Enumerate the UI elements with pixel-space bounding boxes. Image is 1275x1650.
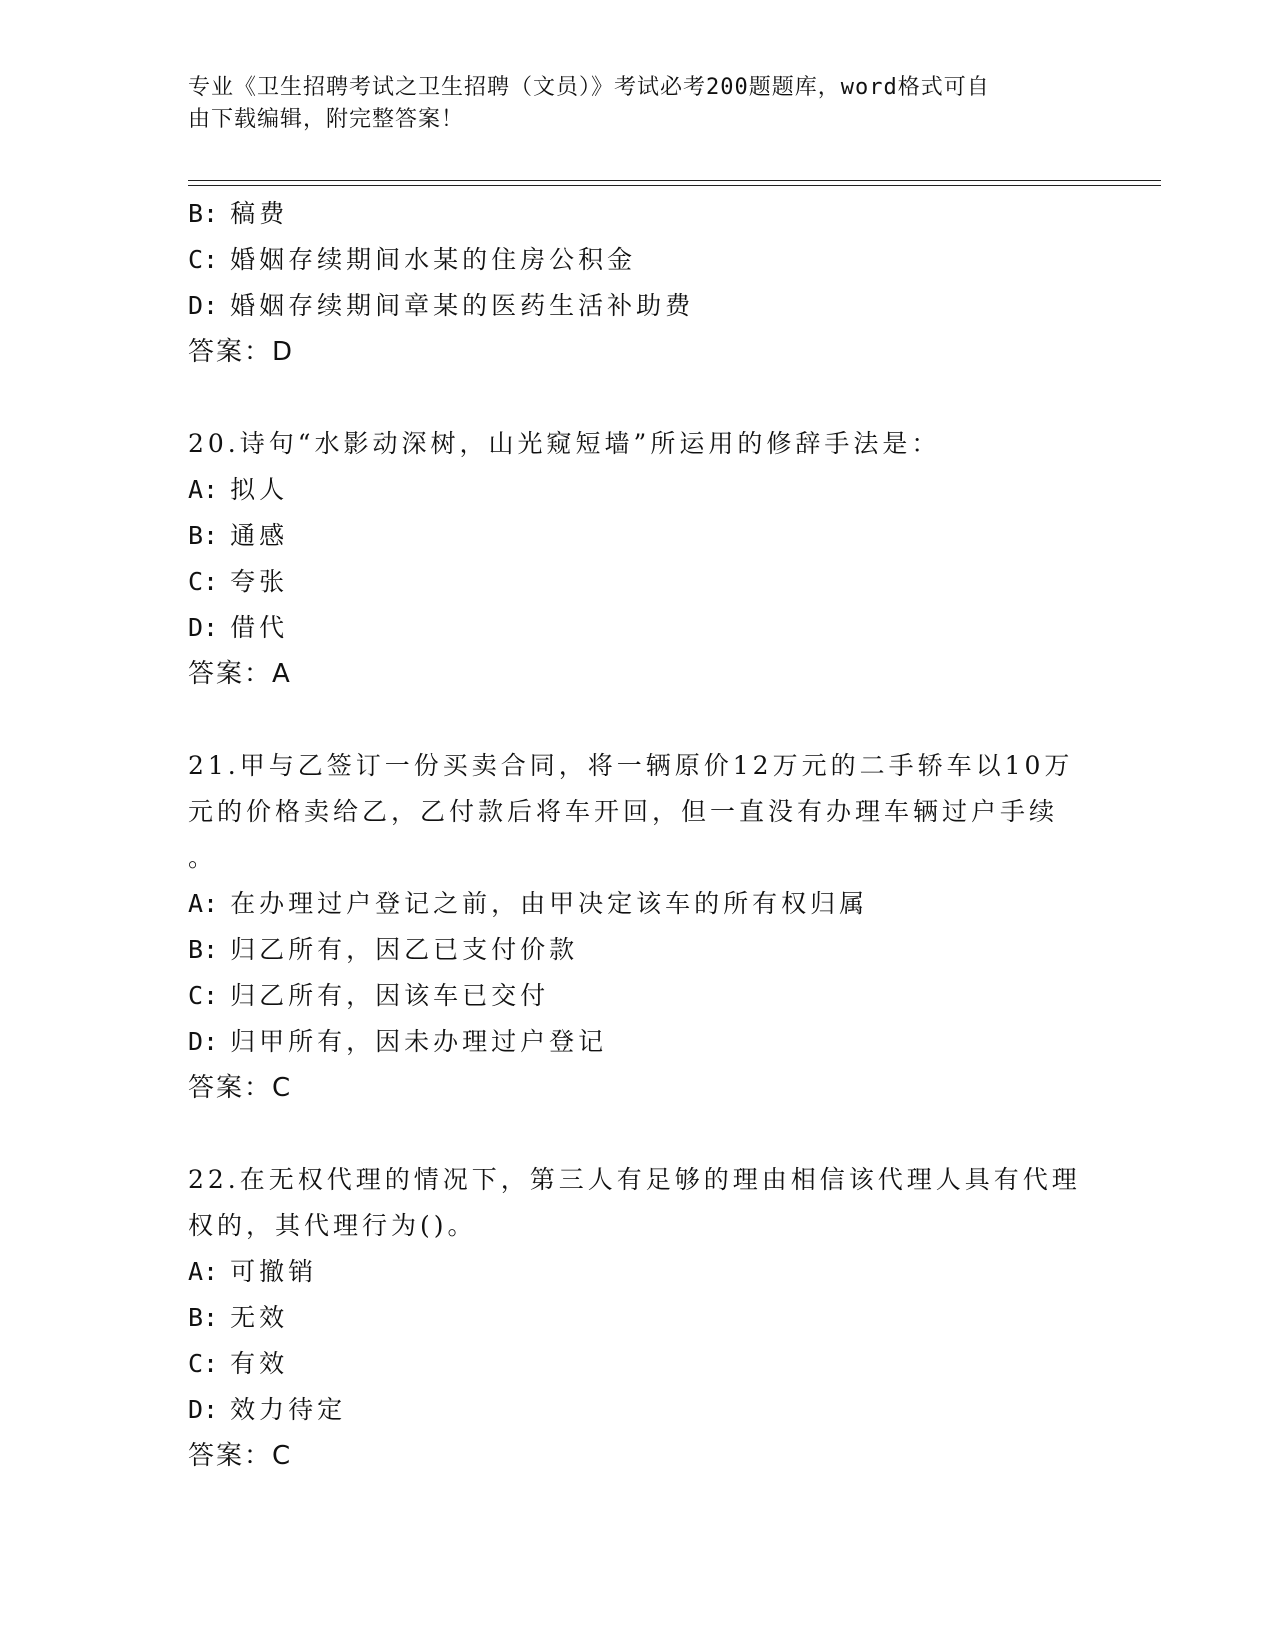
answer-line: 答案：D <box>188 337 295 367</box>
option-c: C: 归乙所有，因该车已交付 <box>188 981 550 1010</box>
option-b: B: 通感 <box>188 521 289 550</box>
option-b: B: 归乙所有，因乙已支付价款 <box>188 935 579 964</box>
document-header <box>188 72 1068 136</box>
option-a: A: 可撤销 <box>188 1257 318 1286</box>
option-b: B: 无效 <box>188 1303 289 1332</box>
question-stem: 。 <box>188 843 218 872</box>
header-divider-bottom <box>188 185 1161 186</box>
spacer <box>188 697 1088 743</box>
option-c: C: 婚姻存续期间水某的住房公积金 <box>188 245 637 274</box>
question-stem: 元的价格卖给乙，乙付款后将车开回，但一直没有办理车辆过户手续 <box>188 797 1059 826</box>
question-19-tail <box>188 191 1088 375</box>
question-20 <box>188 421 1088 697</box>
header-divider-top <box>188 180 1161 181</box>
question-22 <box>188 1157 1088 1479</box>
option-d: D: 归甲所有，因未办理过户登记 <box>188 1027 608 1056</box>
question-stem: 22.在无权代理的情况下，第三人有足够的理由相信该代理人具有代理 <box>188 1165 1081 1194</box>
option-c: C: 夸张 <box>188 567 289 596</box>
option-a: A: 在办理过户登记之前，由甲决定该车的所有权归属 <box>188 889 869 918</box>
option-a: A: 拟人 <box>188 475 289 504</box>
header-line-1: 专业《卫生招聘考试之卫生招聘（文员）》考试必考200题题库，word格式可自 <box>188 75 990 100</box>
header-line-2: 由下载编辑，附完整答案！ <box>188 107 465 132</box>
option-b: B: 稿费 <box>188 199 289 228</box>
option-d: D: 效力待定 <box>188 1395 347 1424</box>
option-d: D: 借代 <box>188 613 289 642</box>
question-stem: 20.诗句“水影动深树，山光窥短墙”所运用的修辞手法是： <box>188 429 941 458</box>
option-c: C: 有效 <box>188 1349 289 1378</box>
question-list <box>188 191 1088 1479</box>
question-21 <box>188 743 1088 1111</box>
question-stem: 21.甲与乙签订一份买卖合同，将一辆原价12万元的二手轿车以10万 <box>188 751 1074 780</box>
option-d: D: 婚姻存续期间章某的医药生活补助费 <box>188 291 695 320</box>
answer-line: 答案：C <box>188 1073 293 1103</box>
spacer <box>188 375 1088 421</box>
answer-line: 答案：A <box>188 659 292 689</box>
answer-line: 答案：C <box>188 1441 293 1471</box>
question-stem: 权的，其代理行为()。 <box>188 1211 477 1240</box>
spacer <box>188 1111 1088 1157</box>
